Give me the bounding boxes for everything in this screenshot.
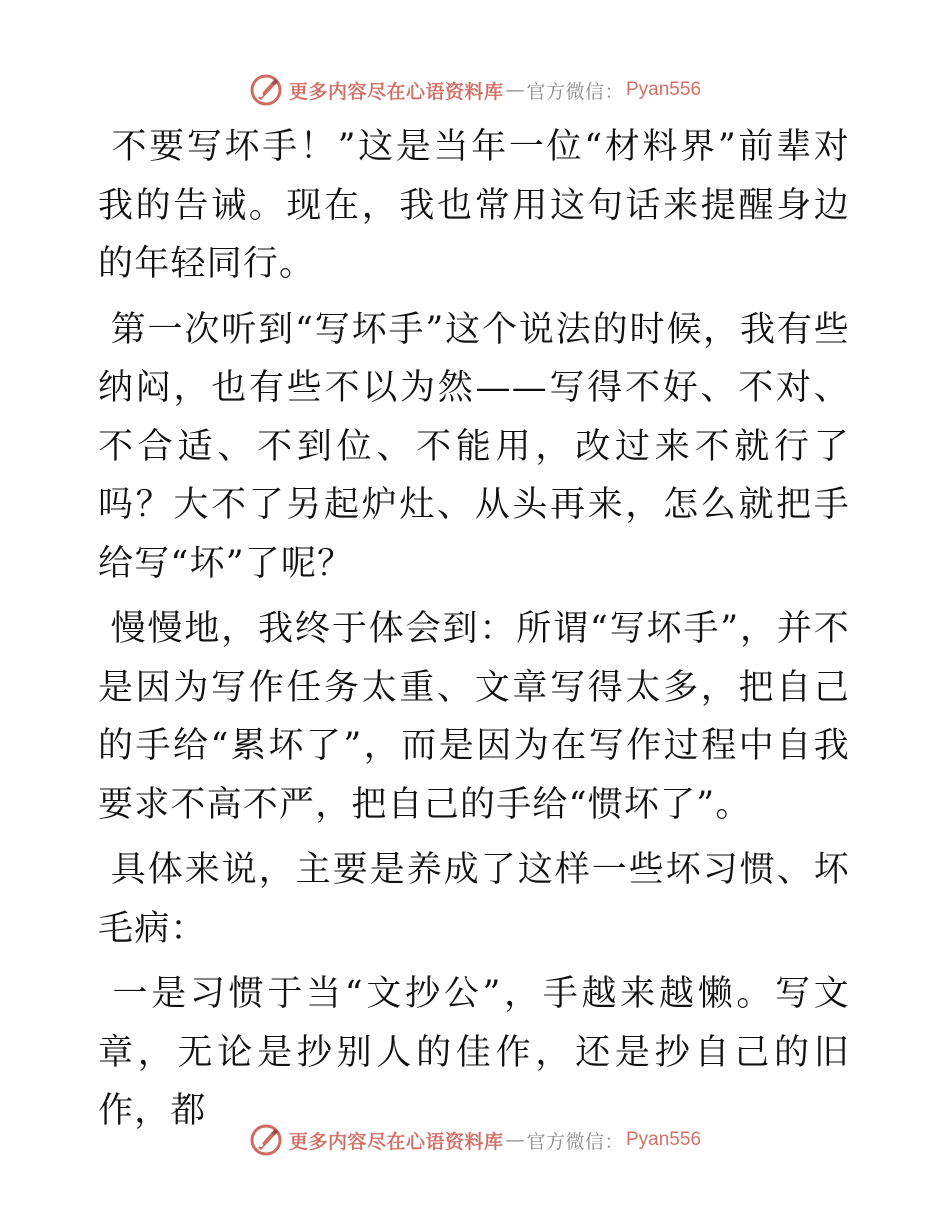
watermark-site-text: 更多内容尽在心语资料库 — [288, 80, 504, 103]
pen-logo-icon — [249, 73, 283, 107]
watermark-wechat-label: 官方微信： — [526, 1130, 624, 1153]
watermark-dash: — — [505, 1129, 525, 1151]
watermark-site-text: 更多内容尽在心语资料库 — [288, 1130, 504, 1153]
pen-logo-icon — [249, 1123, 283, 1157]
watermark-wechat-id: Pyan556 — [626, 1129, 702, 1150]
watermark-dash: — — [505, 79, 525, 101]
paragraph-3 — [98, 600, 850, 834]
paragraph-text: 慢慢地，我终于体会到：所谓“写坏手”，并不是因为写作任务太重、文章写得太多，把自己的手给“累坏了”，而是因为在写作过程中自我要求不高不严，把自己的手给“惯坏了”。 — [98, 609, 850, 825]
paragraph-4 — [98, 841, 850, 958]
paragraph-text: 一是习惯于当“文抄公”，手越来越懒。写文章，无论是抄别人的佳作，还是抄自己的旧作，都 — [98, 974, 850, 1131]
paragraph-2 — [98, 301, 850, 594]
paragraph-5 — [98, 965, 850, 1141]
header-watermark — [0, 70, 950, 110]
paragraph-1 — [98, 118, 850, 294]
watermark-wechat-id: Pyan556 — [626, 79, 702, 100]
footer-watermark — [0, 1120, 950, 1160]
paragraph-text: 具体来说，主要是养成了这样一些坏习惯、坏毛病： — [98, 850, 850, 949]
paragraph-text: 不要写坏手！”这是当年一位“材料界”前辈对我的告诫。现在，我也常用这句话来提醒身边的年轻同行。 — [98, 127, 850, 284]
watermark-wechat-label: 官方微信： — [526, 80, 624, 103]
document-body — [98, 118, 850, 1148]
paragraph-text: 第一次听到“写坏手”这个说法的时候，我有些纳闷，也有些不以为然——写得不好、不对、不合适、不到位、不能用，改过来不就行了吗？大不了另起炉灶、从头再来，怎么就把手给写“坏”了呢？ — [98, 309, 850, 584]
